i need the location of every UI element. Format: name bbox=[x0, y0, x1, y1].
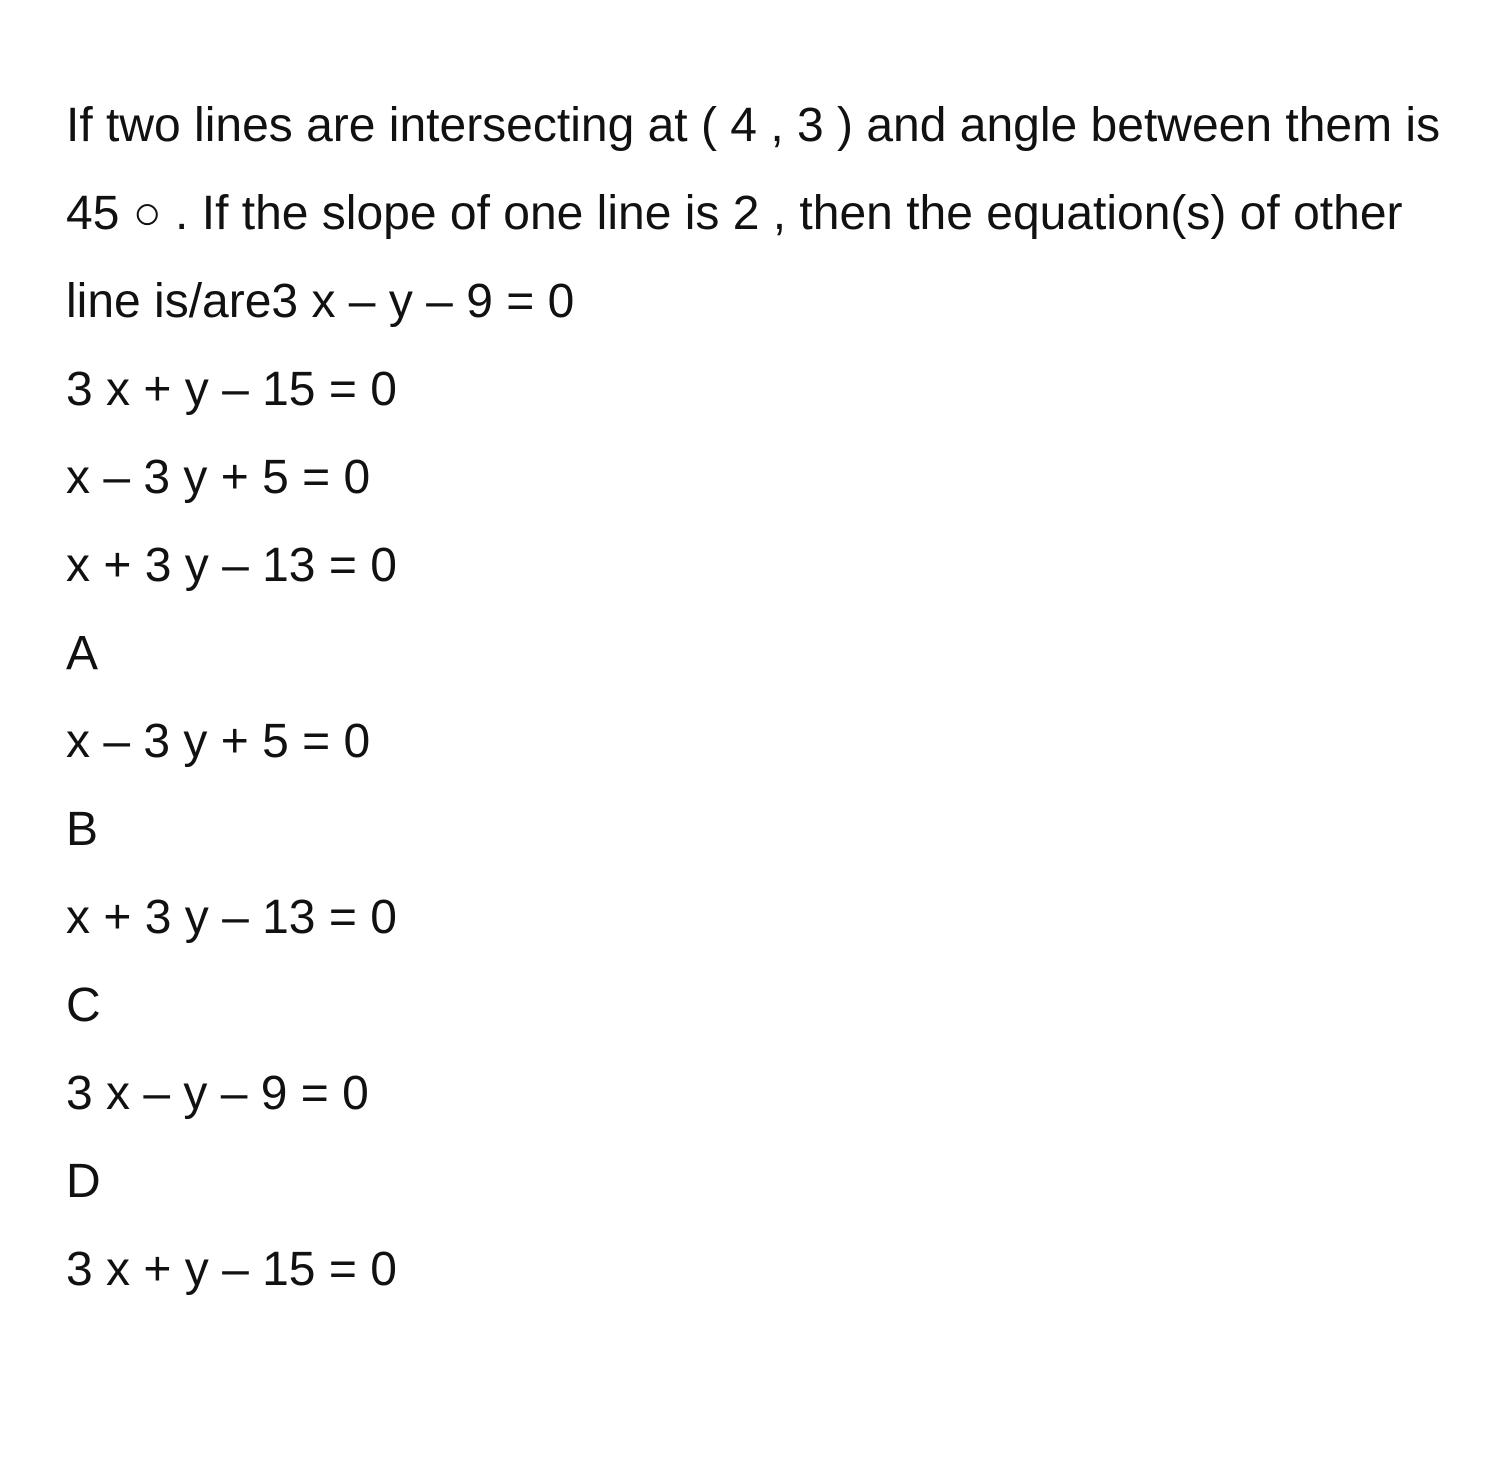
option-d-letter: D bbox=[66, 1155, 101, 1208]
listed-equation: x – 3 y + 5 = 0 bbox=[66, 451, 371, 504]
option-d-text: 3 x + y – 15 = 0 bbox=[66, 1243, 397, 1296]
option-b-text: x + 3 y – 13 = 0 bbox=[66, 891, 397, 944]
listed-equation: x + 3 y – 13 = 0 bbox=[66, 539, 397, 592]
option-a-letter: A bbox=[66, 627, 99, 680]
question-content bbox=[66, 82, 1446, 1314]
option-c-text: 3 x – y – 9 = 0 bbox=[66, 1067, 369, 1120]
question-text: If two lines are intersecting at ( 4 , 3 ) and angle between them is 45 ○ . If the slope of one line is 2 , then the equation(s) of other line is/are3 x – y – 9 = 0 bbox=[66, 99, 1441, 328]
option-c-letter: C bbox=[66, 979, 101, 1032]
option-a-text: x – 3 y + 5 = 0 bbox=[66, 715, 371, 768]
listed-equation: 3 x + y – 15 = 0 bbox=[66, 363, 397, 416]
option-b-letter: B bbox=[66, 803, 99, 856]
